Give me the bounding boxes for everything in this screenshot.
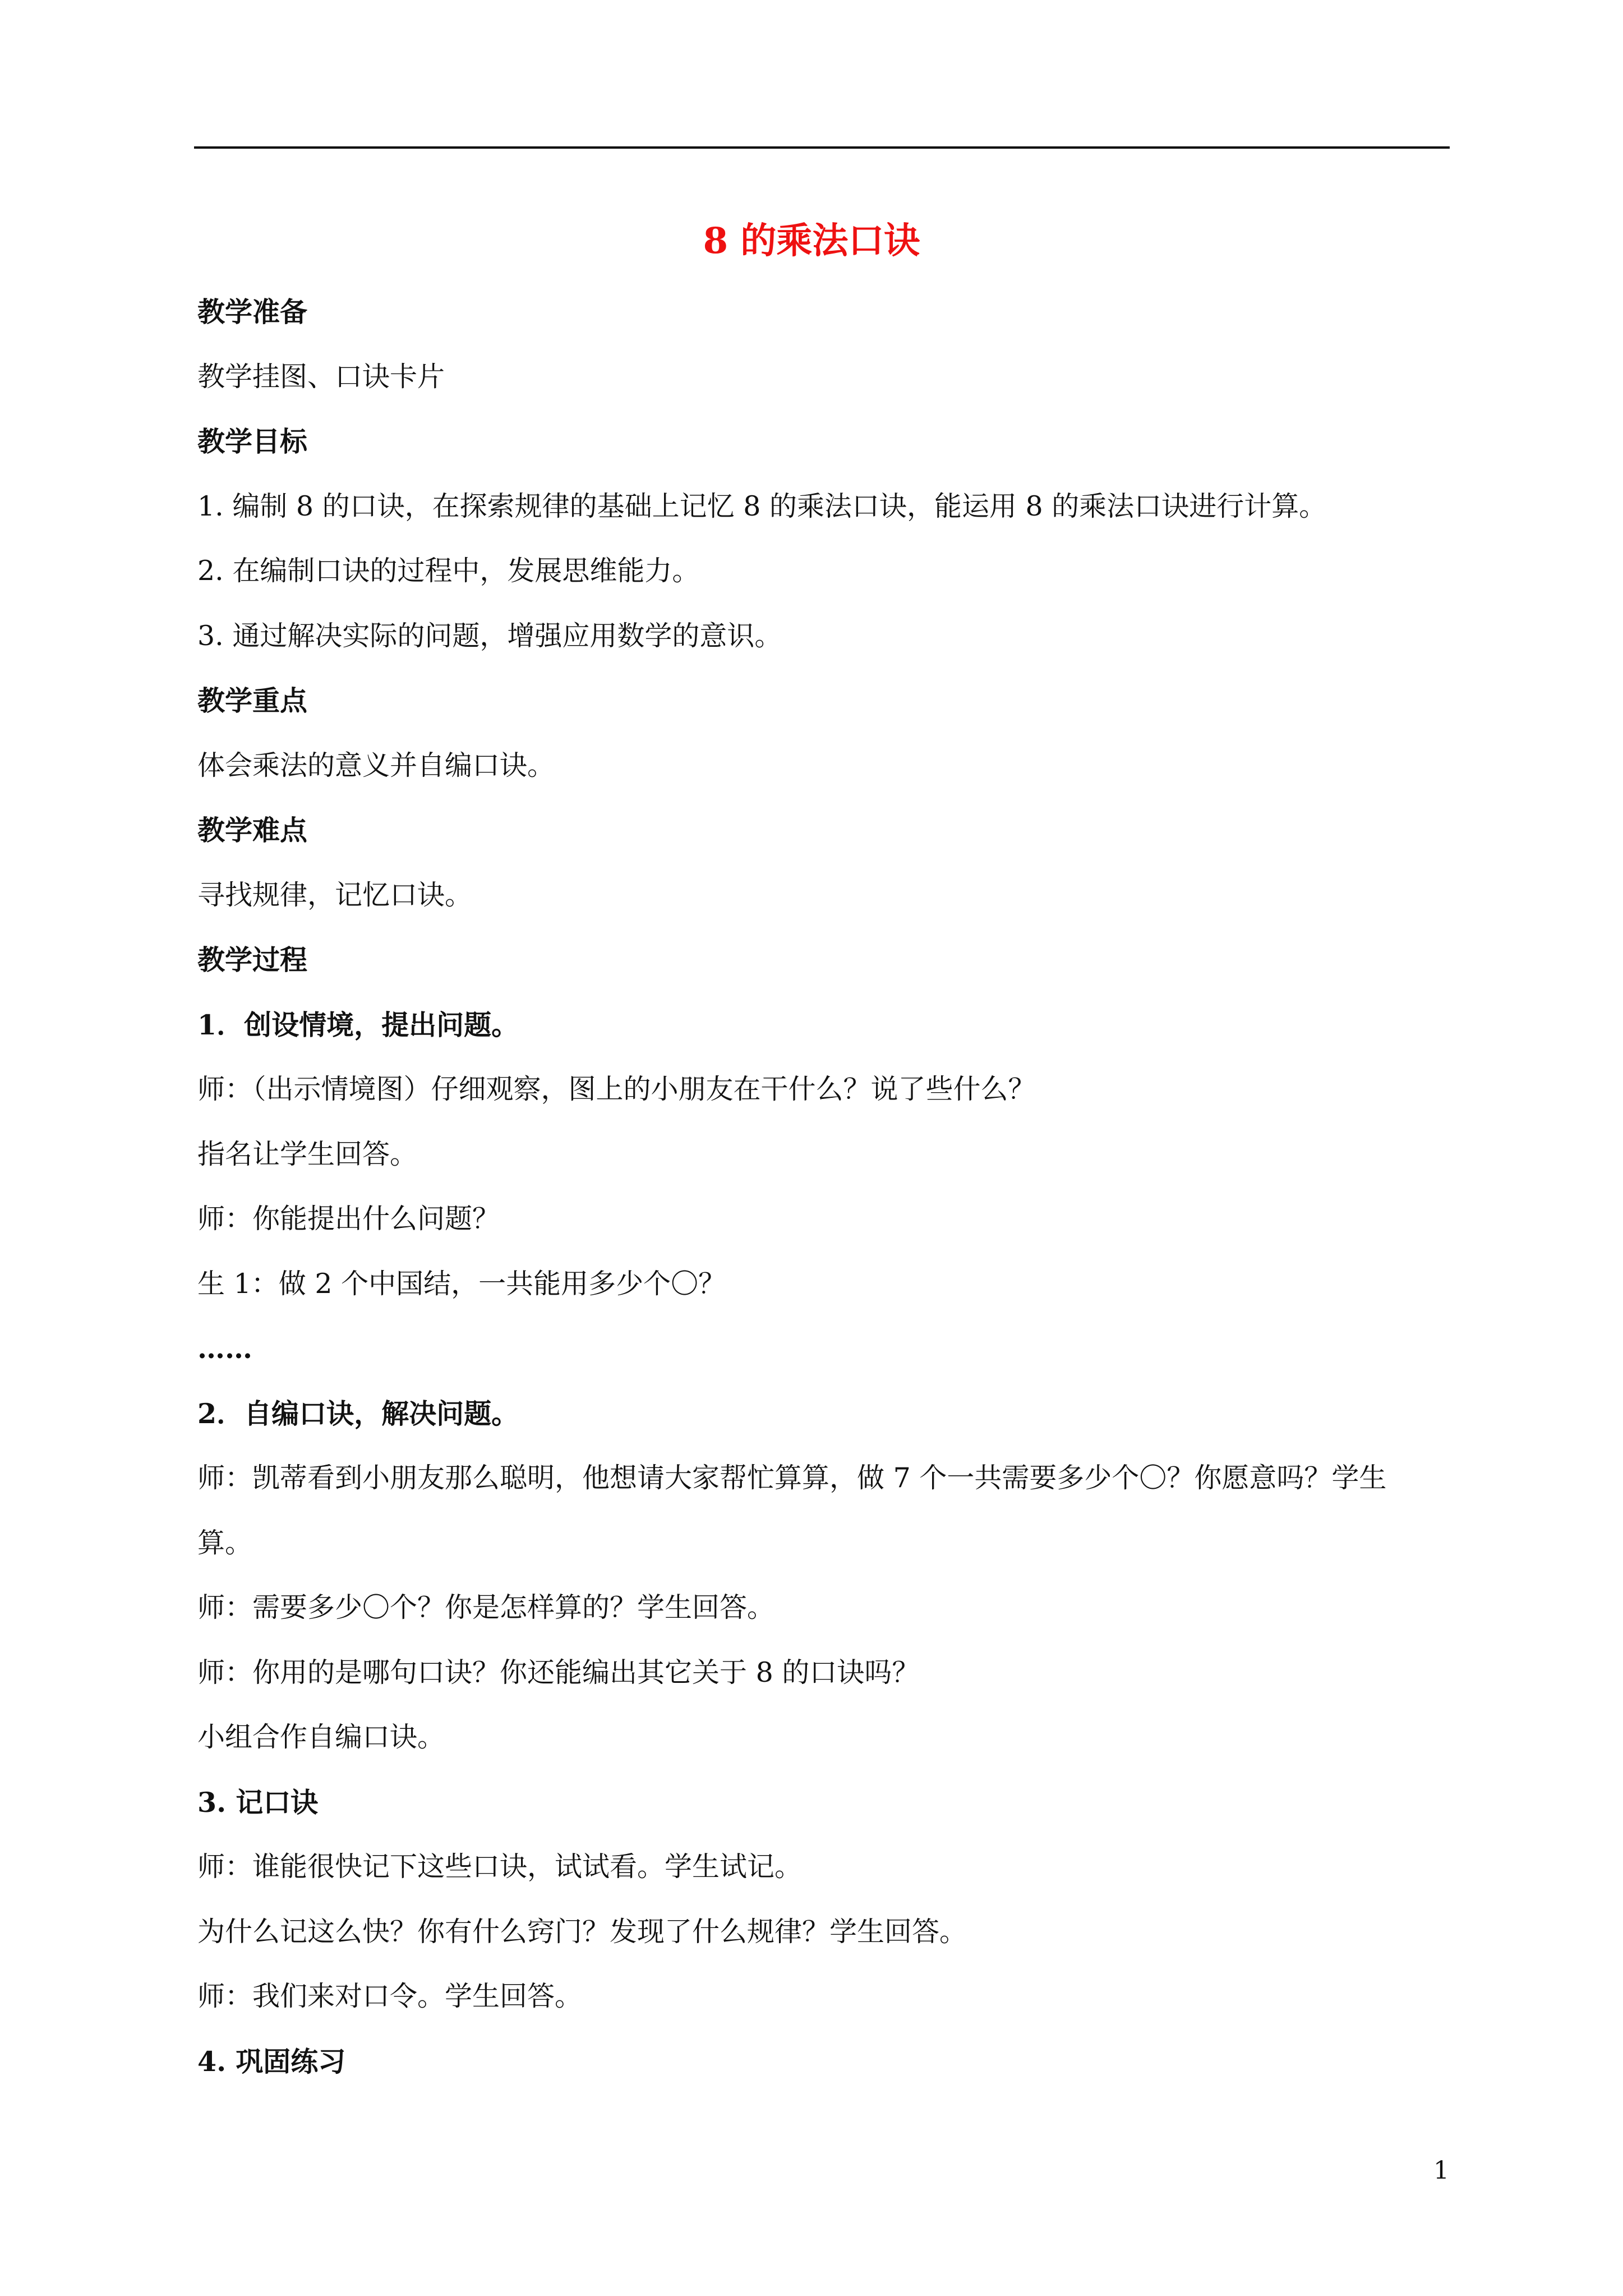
text-line: 教学准备 <box>197 296 308 328</box>
text-line: 4. 巩固练习 <box>197 2045 346 2078</box>
document-body <box>197 292 1448 2106</box>
text-line: 教学重点 <box>197 684 308 717</box>
text-line: 寻找规律，记忆口诀。 <box>197 878 473 911</box>
text-line: 3. 记口诀 <box>197 1786 319 1819</box>
text-line: 教学过程 <box>197 944 308 976</box>
text-line: 教学难点 <box>197 814 308 846</box>
text-line: 2. 在编制口诀的过程中，发展思维能力。 <box>197 555 700 587</box>
text-line: 2．自编口诀，解决问题。 <box>197 1397 519 1430</box>
text-line: 指名让学生回答。 <box>197 1138 418 1170</box>
text-line: 小组合作自编口诀。 <box>197 1721 445 1753</box>
text-line: 师：凯蒂看到小朋友那么聪明，他想请大家帮忙算算，做 7 个一共需要多少个〇？你愿意吗？学生 <box>197 1462 1387 1494</box>
text-line: 体会乘法的意义并自编口诀。 <box>197 749 555 781</box>
text-line: 教学挂图、口诀卡片 <box>197 360 445 393</box>
text-line: 教学目标 <box>197 425 308 458</box>
text-line: 1. 编制 8 的口诀，在探索规律的基础上记忆 8 的乘法口诀，能运用 8 的乘法口诀进行计算。 <box>197 490 1327 522</box>
text-line: 师：需要多少〇个？你是怎样算的？学生回答。 <box>197 1591 775 1623</box>
text-line: 3. 通过解决实际的问题，增强应用数学的意识。 <box>197 619 782 652</box>
text-line: 为什么记这么快？你有什么窍门？发现了什么规律？学生回答。 <box>197 1915 967 1948</box>
page-title: 8 的乘法口诀 <box>703 220 920 262</box>
text-line: 1．创设情境，提出问题。 <box>197 1008 519 1041</box>
page-number: 1 <box>1433 2156 1449 2185</box>
text-line: 师：我们来对口令。学生回答。 <box>197 1980 583 2012</box>
text-line: 师：（出示情境图）仔细观察，图上的小朋友在干什么？说了些什么？ <box>197 1073 1036 1105</box>
text-line: 算。 <box>197 1526 253 1559</box>
text-line: 生 1：做 2 个中国结，一共能用多少个〇？ <box>197 1267 726 1300</box>
text-line: 师：你用的是哪句口诀？你还能编出其它关于 8 的口诀吗？ <box>197 1656 920 1688</box>
header-rule <box>194 146 1450 149</box>
text-line: 师：谁能很快记下这些口诀，试试看。学生试记。 <box>197 1851 803 1883</box>
text-line: …… <box>197 1332 252 1365</box>
text-line: 师：你能提出什么问题？ <box>197 1203 500 1235</box>
